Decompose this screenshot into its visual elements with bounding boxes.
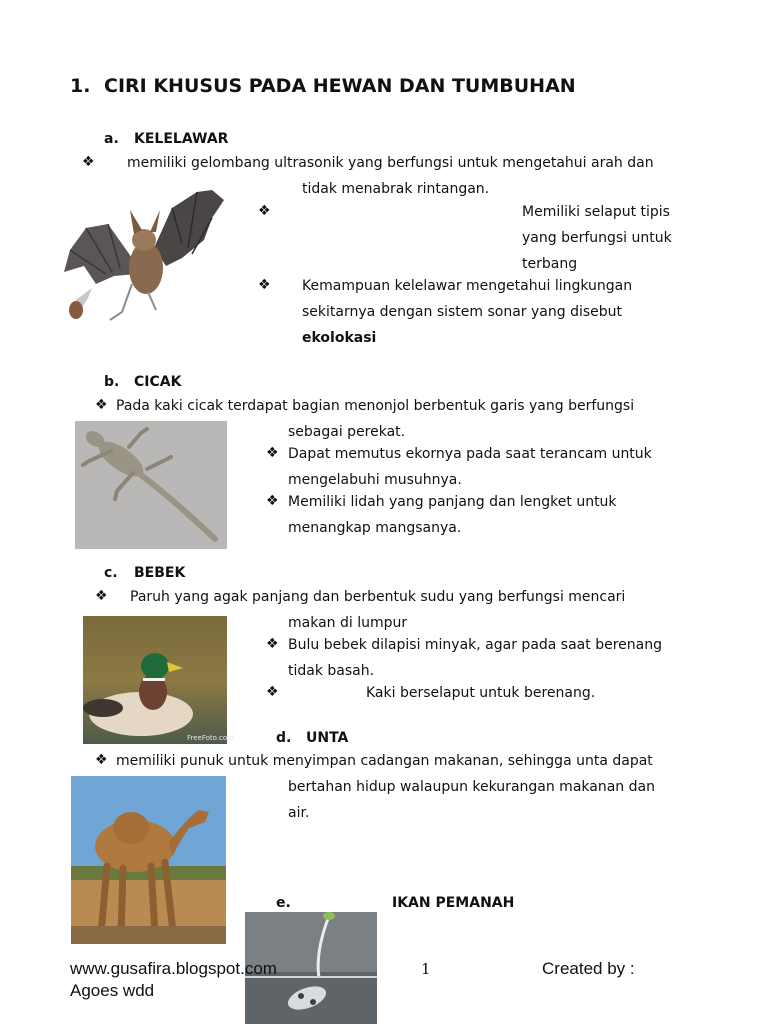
section-e-title: IKAN PEMANAH — [392, 895, 515, 911]
duck-point-1-line-1: Paruh yang agak panjang dan berbentuk sudu yang berfungsi mencari — [130, 589, 626, 605]
gecko-point-3-line-2: menangkap mangsanya. — [288, 520, 462, 536]
section-c-title: BEBEK — [134, 565, 186, 581]
bat-point-3-line-3: ekolokasi — [302, 330, 377, 346]
footer-page-number: 1 — [421, 960, 431, 978]
section-a-letter: a. — [104, 131, 119, 147]
section-d-letter: d. — [276, 730, 292, 746]
bat-point-3-line-1: Kemampuan kelelawar mengetahui lingkungan — [302, 278, 633, 294]
footer-created-by: Created by : — [542, 959, 635, 978]
page-title: CIRI KHUSUS PADA HEWAN DAN TUMBUHAN — [104, 75, 576, 97]
duck-image — [83, 616, 234, 744]
bullet-icon: ❖ — [266, 493, 279, 509]
gecko-point-3-line-1: Memiliki lidah yang panjang dan lengket untuk — [288, 494, 617, 510]
section-c-letter: c. — [104, 565, 118, 581]
gecko-point-1-line-2: sebagai perekat. — [288, 424, 406, 440]
section-b-title: CICAK — [134, 374, 182, 390]
bullet-icon: ❖ — [95, 588, 108, 604]
bullet-icon: ❖ — [258, 277, 271, 293]
duck-point-3-line-1: Kaki berselaput untuk berenang. — [366, 685, 596, 701]
bullet-icon: ❖ — [82, 154, 95, 170]
camel-point-1-line-2: bertahan hidup walaupun kekurangan makanan dan — [288, 779, 655, 795]
bullet-icon: ❖ — [95, 397, 108, 413]
bat-point-2-line-3: terbang — [522, 256, 578, 272]
bat-point-2-line-1: Memiliki selaput tipis — [522, 204, 670, 220]
camel-image — [71, 776, 226, 944]
bat-image — [62, 188, 226, 328]
section-e-letter: e. — [276, 895, 291, 911]
heading-number: 1. — [70, 75, 91, 97]
gecko-point-1-line-1: Pada kaki cicak terdapat bagian menonjol berbentuk garis yang berfungsi — [116, 398, 635, 414]
bat-point-2-line-2: yang berfungsi untuk — [522, 230, 672, 246]
bat-point-3-line-2: sekitarnya dengan sistem sonar yang disebut — [302, 304, 623, 320]
gecko-image — [75, 421, 227, 549]
bullet-icon: ❖ — [95, 752, 108, 768]
section-b-letter: b. — [104, 374, 120, 390]
gecko-point-2-line-1: Dapat memutus ekornya pada saat terancam untuk — [288, 446, 652, 462]
footer-author: Agoes wdd — [70, 981, 155, 1000]
camel-point-1-line-1: memiliki punuk untuk menyimpan cadangan makanan, sehingga unta dapat — [116, 753, 653, 769]
footer-website: www.gusafira.blogspot.com — [70, 959, 277, 978]
bat-point-1-line-2: tidak menabrak rintangan. — [302, 181, 490, 197]
section-d-title: UNTA — [306, 730, 349, 746]
duck-image-caption: FreeFoto.com — [187, 734, 234, 742]
bullet-icon: ❖ — [266, 636, 279, 652]
bullet-icon: ❖ — [258, 203, 271, 219]
section-a-title: KELELAWAR — [134, 131, 229, 147]
camel-point-1-line-3: air. — [288, 805, 310, 821]
bullet-icon: ❖ — [266, 445, 279, 461]
bullet-icon: ❖ — [266, 684, 279, 700]
duck-point-1-line-2: makan di lumpur — [288, 615, 408, 631]
duck-point-2-line-1: Bulu bebek dilapisi minyak, agar pada saat berenang — [288, 637, 662, 653]
gecko-point-2-line-2: mengelabuhi musuhnya. — [288, 472, 462, 488]
bat-point-1-line-1: memiliki gelombang ultrasonik yang berfungsi untuk mengetahui arah dan — [127, 155, 654, 171]
duck-point-2-line-2: tidak basah. — [288, 663, 375, 679]
